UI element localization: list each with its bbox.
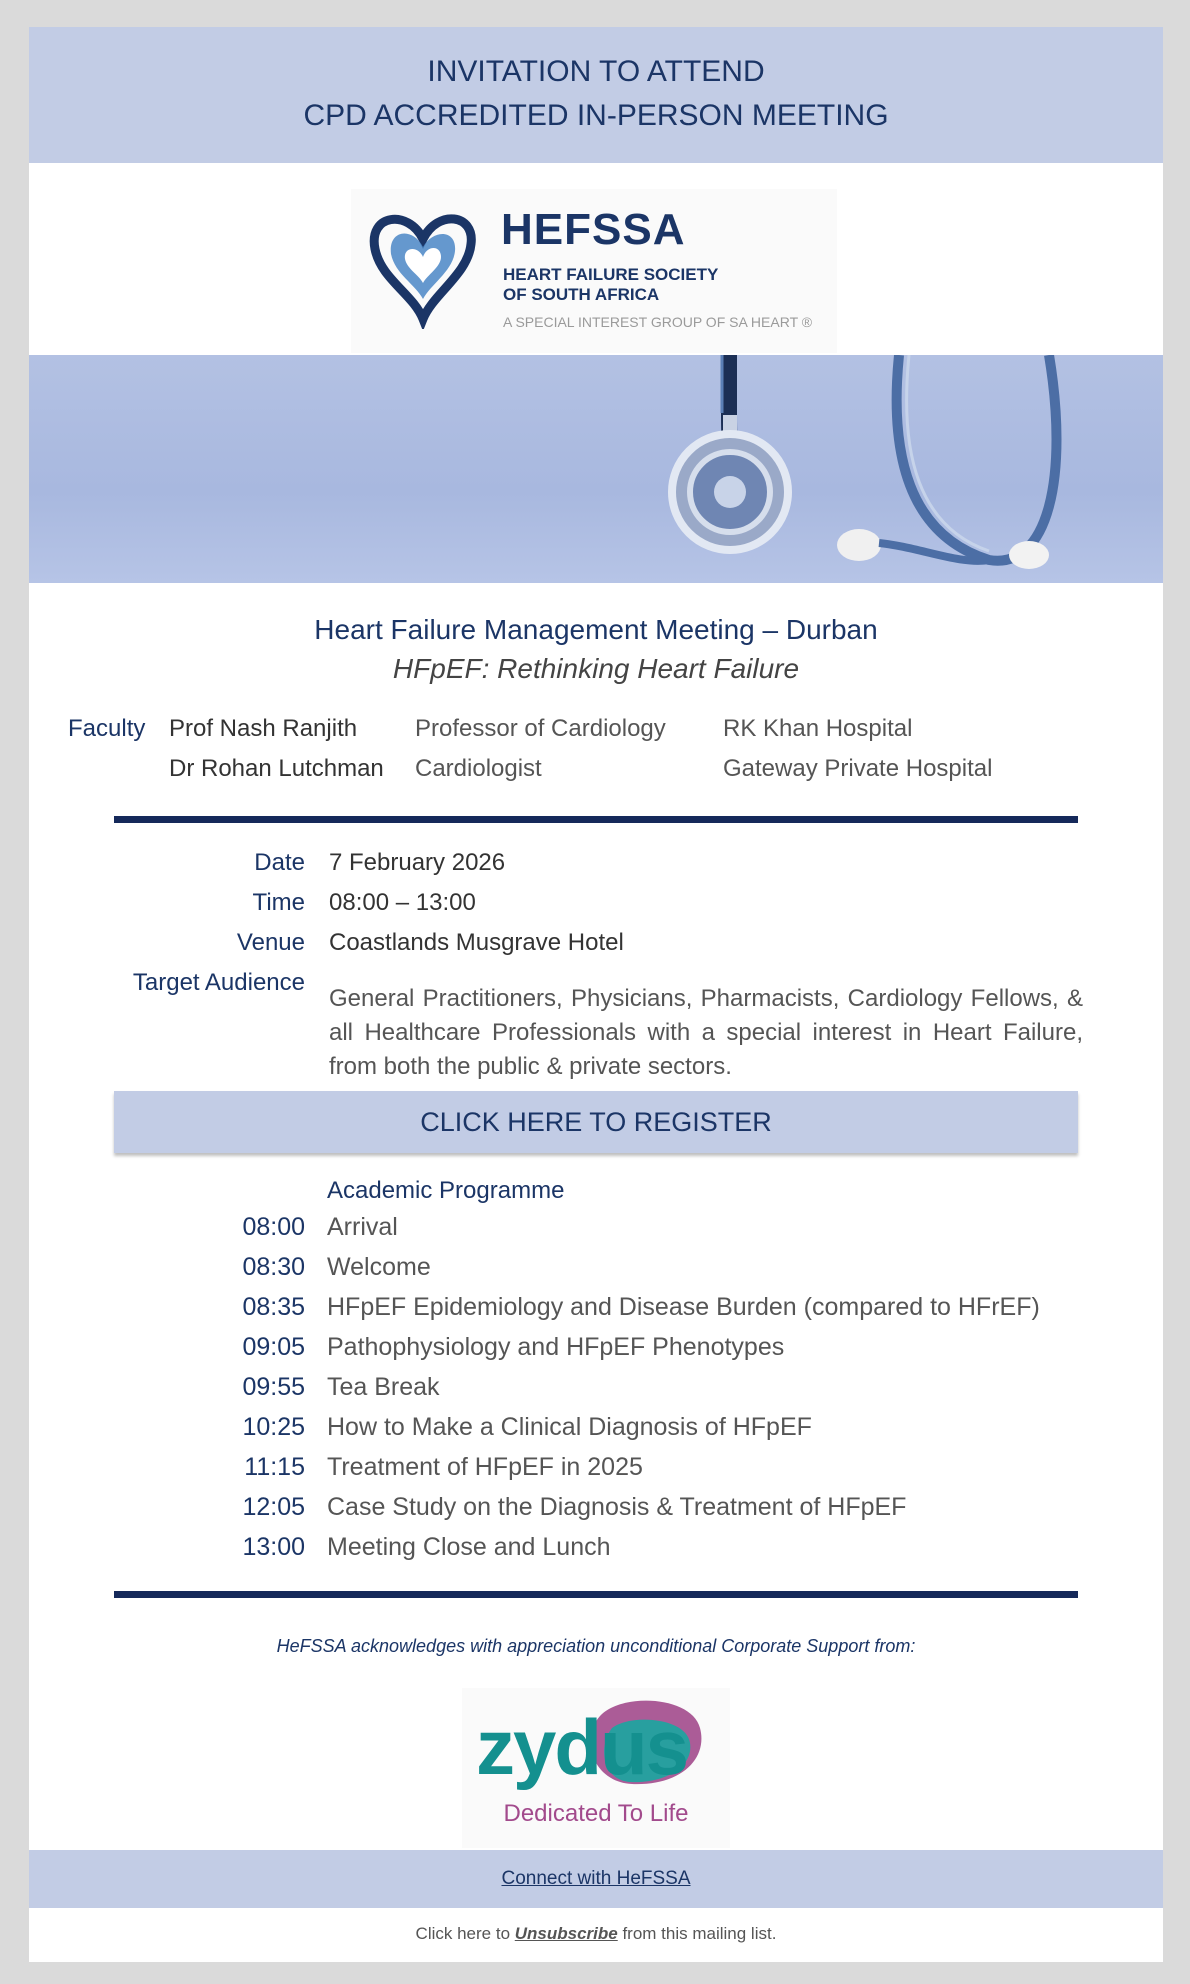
time-label: Time <box>252 889 305 916</box>
divider-rule <box>114 1591 1078 1598</box>
register-button[interactable]: CLICK HERE TO REGISTER <box>114 1091 1078 1153</box>
stethoscope-icon <box>29 355 1163 583</box>
email-page <box>29 27 1163 1962</box>
faculty-hospital: RK Khan Hospital <box>723 715 913 742</box>
programme-item: Tea Break <box>327 1373 440 1401</box>
programme-time: 08:35 <box>242 1293 305 1321</box>
acknowledgement-text: HeFSSA acknowledges with appreciation unconditional Corporate Support from: <box>276 1636 916 1656</box>
programme-item: Arrival <box>327 1213 398 1241</box>
programme-time: 08:00 <box>242 1213 305 1241</box>
unsubscribe-suffix: from this mailing list. <box>617 1924 777 1943</box>
hefssa-logo <box>351 189 837 353</box>
faculty-label: Faculty <box>68 715 146 742</box>
stethoscope-hero-image <box>29 355 1163 583</box>
invitation-banner <box>29 27 1163 163</box>
banner-line-2: CPD ACCREDITED IN-PERSON MEETING <box>303 99 889 132</box>
programme-time: 12:05 <box>242 1493 305 1521</box>
heart-logo-icon <box>363 199 483 329</box>
divider-rule <box>114 816 1078 823</box>
programme-heading: Academic Programme <box>327 1177 565 1204</box>
programme-time: 09:05 <box>242 1333 305 1361</box>
programme-item: How to Make a Clinical Diagnosis of HFpEF <box>327 1413 812 1441</box>
venue-value: Coastlands Musgrave Hotel <box>329 929 624 956</box>
sponsor-name: zydus <box>476 1703 688 1791</box>
meeting-title: Heart Failure Management Meeting – Durban <box>314 614 878 645</box>
programme-item: Welcome <box>327 1253 431 1281</box>
venue-label: Venue <box>236 929 305 956</box>
connect-link[interactable]: Connect with HeFSSA <box>501 1868 691 1889</box>
unsubscribe-prefix: Click here to <box>415 1924 515 1943</box>
programme-time: 10:25 <box>242 1413 305 1441</box>
date-value: 7 February 2026 <box>329 849 506 876</box>
programme-time: 11:15 <box>244 1453 305 1481</box>
programme-item: Pathophysiology and HFpEF Phenotypes <box>327 1333 785 1361</box>
programme-item: HFpEF Epidemiology and Disease Burden (compared to HFrEF) <box>327 1293 1040 1321</box>
programme-time: 08:30 <box>242 1253 305 1281</box>
programme-time: 13:00 <box>242 1533 305 1561</box>
audience-value: General Practitioners, Physicians, Pharmacists, Cardiology Fellows, & all Healthcare Professionals with a special interest in Heart Failure, from both the public & private sectors. <box>329 985 1083 1080</box>
programme-item: Treatment of HFpEF in 2025 <box>327 1453 643 1481</box>
time-value: 08:00 – 13:00 <box>329 889 476 916</box>
faculty-name: Dr Rohan Lutchman <box>169 755 384 782</box>
programme-time: 09:55 <box>242 1373 305 1401</box>
banner-line-1: INVITATION TO ATTEND <box>427 55 765 88</box>
logo-name: HEFSSA <box>501 205 686 254</box>
footer-connect-band <box>29 1850 1163 1908</box>
programme-item: Meeting Close and Lunch <box>327 1533 611 1561</box>
faculty-hospital: Gateway Private Hospital <box>723 755 993 782</box>
faculty-role: Professor of Cardiology <box>415 715 666 742</box>
unsubscribe-link[interactable]: Unsubscribe <box>514 1924 618 1943</box>
faculty-name: Prof Nash Ranjith <box>169 715 358 742</box>
audience-label: Target Audience <box>132 969 305 996</box>
date-label: Date <box>254 849 305 876</box>
programme-item: Case Study on the Diagnosis & Treatment of HFpEF <box>327 1493 907 1521</box>
logo-tagline: A SPECIAL INTEREST GROUP OF SA HEART ® <box>503 314 813 330</box>
meeting-subtitle: HFpEF: Rethinking Heart Failure <box>392 653 800 684</box>
logo-line-2: OF SOUTH AFRICA <box>503 285 660 304</box>
zydus-logo <box>462 1688 730 1848</box>
sponsor-tagline: Dedicated To Life <box>503 1800 689 1827</box>
logo-line-1: HEART FAILURE SOCIETY <box>503 265 719 284</box>
faculty-role: Cardiologist <box>415 755 542 782</box>
unsubscribe-line <box>29 1924 1163 1944</box>
